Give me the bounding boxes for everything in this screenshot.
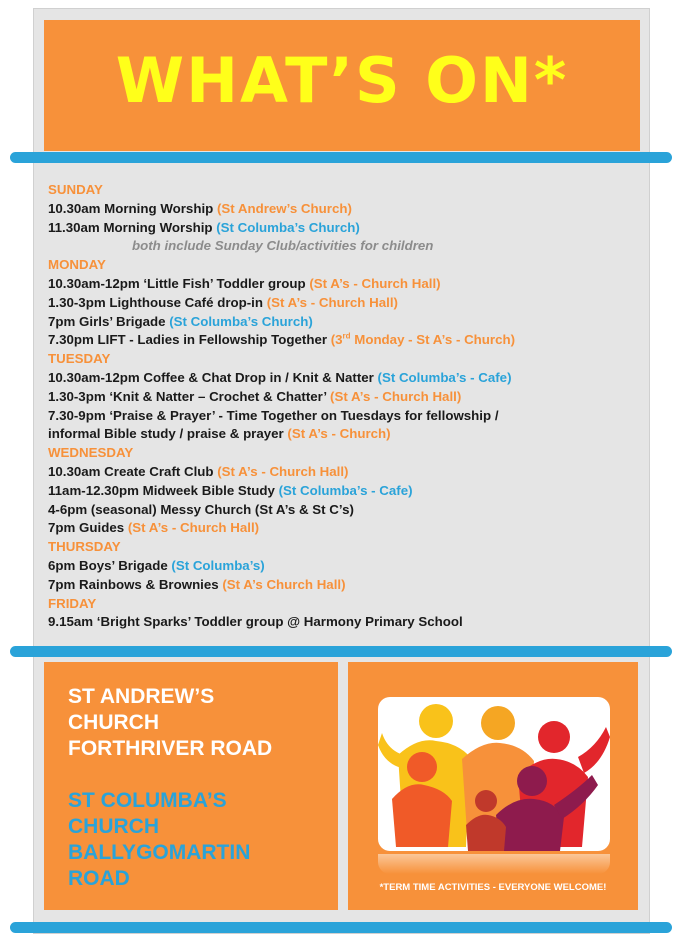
schedule-item	[48, 501, 638, 520]
activity-location: (St A’s - Church Hall)	[330, 388, 462, 404]
activity-location: (St Columba’s - Cafe)	[377, 369, 512, 385]
activity-location: (3rd Monday - St A’s - Church)	[330, 331, 516, 348]
page-title: WHAT’S ON*	[115, 44, 569, 117]
schedule-item	[48, 219, 638, 238]
activity-text: 10.30am Create Craft Club	[48, 463, 218, 479]
activity-text: 7.30-9pm ‘Praise & Prayer’ - Time Together on Tuesdays for fellowship /	[48, 407, 499, 423]
activity-text: 11am-12.30pm Midweek Bible Study	[48, 482, 279, 498]
schedule-item	[48, 275, 638, 294]
activity-text: 7pm Guides	[48, 520, 128, 536]
schedule-item	[48, 388, 638, 407]
schedule-note: both include Sunday Club/activities for children	[132, 238, 434, 254]
day-heading: SUNDAY	[48, 182, 103, 197]
activity-location: (St A’s - Church Hall)	[266, 294, 398, 310]
schedule-item	[48, 294, 638, 313]
activity-text: 11.30am Morning Worship	[48, 219, 217, 235]
activity-location: (St A’s - Church)	[287, 426, 391, 442]
day-heading: TUESDAY	[48, 351, 111, 367]
activity-location: (St A’s - Church Hall)	[217, 463, 349, 479]
activity-text: 4-6pm (seasonal) Messy Church (St A’s & St C’s)	[48, 501, 354, 517]
activity-text: 1.30-3pm Lighthouse Café drop-in	[48, 294, 267, 310]
activity-text: 1.30-3pm ‘Knit & Natter – Crochet & Chatter’	[48, 388, 331, 404]
divider-bar-top	[10, 152, 672, 163]
schedule-item	[48, 482, 638, 501]
st-andrews-address	[68, 684, 272, 762]
day-heading: THURSDAY	[48, 539, 121, 555]
activity-location: (St Columba’s Church)	[169, 313, 313, 329]
schedule-item	[48, 557, 638, 576]
schedule-item	[48, 463, 638, 482]
activity-text: 6pm Boys’ Brigade	[48, 557, 172, 573]
address-line: FORTHRIVER ROAD	[68, 737, 273, 760]
term-time-note: *TERM TIME ACTIVITIES - EVERYONE WELCOME!	[379, 882, 607, 893]
activity-text: 10.30am Morning Worship	[48, 200, 217, 216]
addresses-panel	[44, 662, 338, 910]
header-banner	[44, 20, 640, 151]
activity-text: 10.30am-12pm ‘Little Fish’ Toddler group	[48, 275, 310, 291]
day-heading: WEDNESDAY	[48, 445, 134, 461]
address-line: ST COLUMBA’S	[68, 789, 227, 812]
st-columbas-address	[68, 788, 250, 892]
schedule-item	[48, 331, 638, 350]
schedule-list	[48, 181, 638, 632]
people-hugging-illustration	[378, 697, 610, 851]
address-line: CHURCH	[68, 711, 159, 734]
schedule-item	[48, 200, 638, 219]
activity-location: (St Columba’s Church)	[216, 219, 360, 235]
activity-location: (St Columba’s)	[171, 557, 265, 573]
address-line: CHURCH	[68, 815, 159, 838]
address-line: ST ANDREW’S	[68, 685, 215, 708]
activity-text: 9.15am ‘Bright Sparks’ Toddler group @ Harmony Primary School	[48, 614, 463, 630]
schedule-item	[48, 369, 638, 388]
activity-location: (St A’s Church Hall)	[222, 576, 346, 592]
schedule-item	[48, 576, 638, 595]
activity-text: 10.30am-12pm Coffee & Chat Drop in / Knit & Natter	[48, 369, 378, 385]
day-heading: FRIDAY	[48, 595, 97, 611]
activity-text: informal Bible study / praise & prayer	[48, 426, 288, 442]
activity-location: (St Andrew’s Church)	[216, 200, 352, 216]
day-heading: MONDAY	[48, 257, 106, 273]
community-panel	[348, 662, 638, 910]
activity-location: (St Columba’s - Cafe)	[278, 482, 413, 498]
schedule-item	[48, 613, 638, 632]
activity-text: 7pm Rainbows & Brownies	[48, 576, 223, 592]
activity-location: (St A’s - Church Hall)	[127, 520, 260, 536]
schedule-item	[48, 425, 638, 444]
schedule-item	[48, 407, 638, 426]
schedule-item	[48, 519, 638, 538]
address-line: ROAD	[68, 867, 130, 890]
address-line: BALLYGOMARTIN	[68, 841, 251, 864]
divider-bar-middle	[10, 646, 672, 657]
illustration-reflection	[378, 854, 610, 874]
divider-bar-bottom	[10, 922, 672, 933]
activity-text: 7pm Girls’ Brigade	[48, 313, 170, 329]
activity-location: (St A’s - Church Hall)	[309, 275, 441, 291]
activity-text: 7.30pm LIFT - Ladies in Fellowship Together	[48, 332, 331, 348]
schedule-item	[48, 313, 638, 332]
